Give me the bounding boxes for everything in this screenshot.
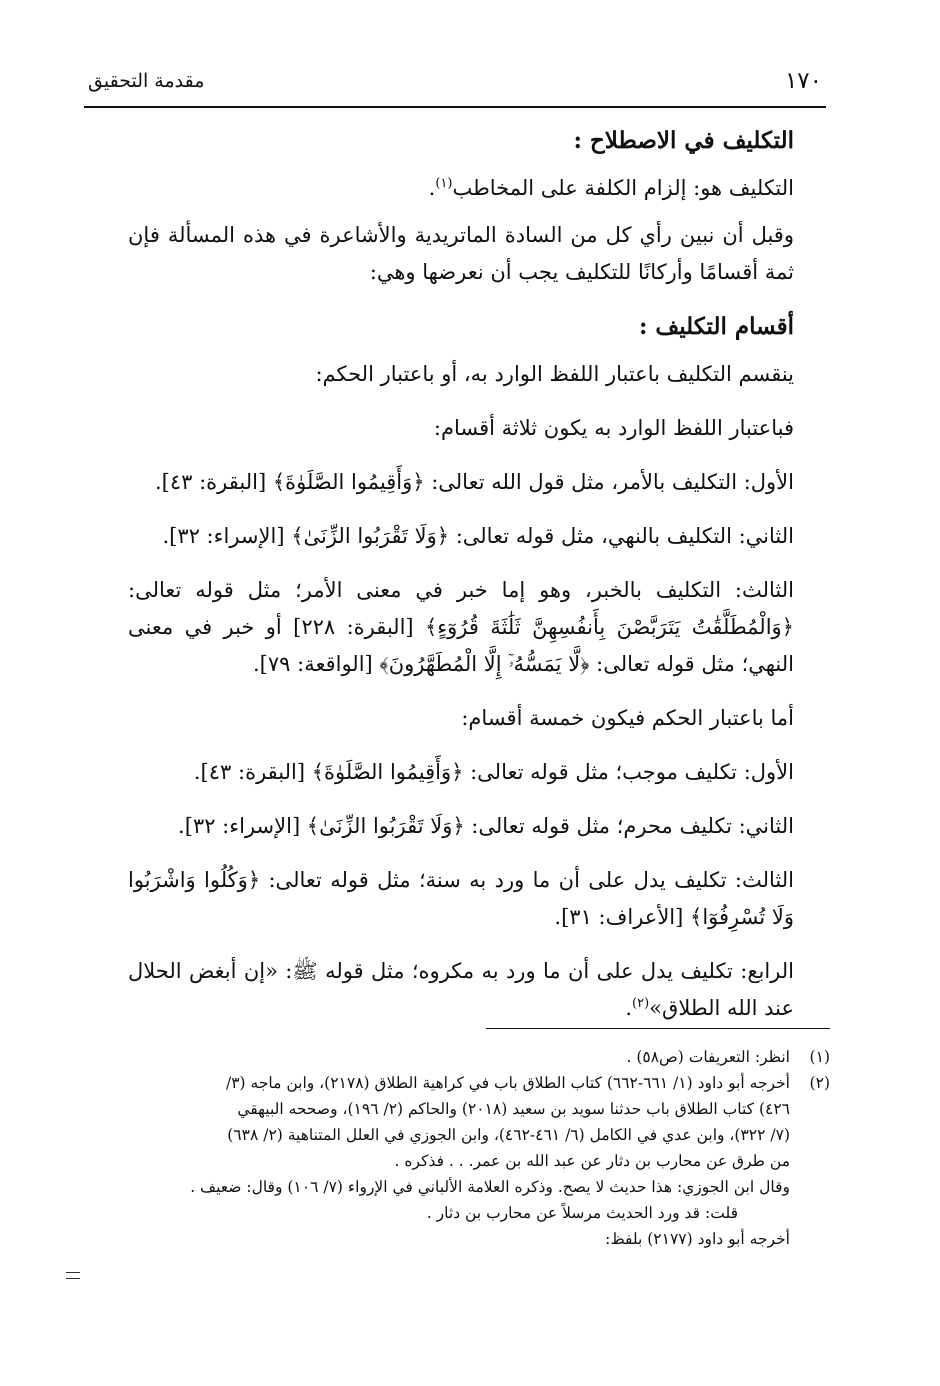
page-number: ١٧٠ [784,68,822,94]
footnote-divider [486,1028,830,1029]
ruling-item-4 [128,953,794,1027]
main-text [128,122,794,1044]
ruling-item-3: الثالث: تكليف يدل على أن ما ورد به سنة؛ مثل قوله تعالى: ﴿وَكُلُوا وَاشْرَبُوا وَلَا تُسْرِفُوٓا﴾ [الأعراف: ٣١]. [128,868,794,929]
wording-item-1: الأول: التكليف بالأمر، مثل قول الله تعالى: ﴿وَأَقِيمُوا الصَّلَوٰةَ﴾ [البقرة: ٤٣]. [154,470,794,494]
heading-divisions: أقسام التكليف : [638,313,794,340]
heading-terminology: التكليف في الاصطلاح : [573,127,794,154]
wording-item-2: الثاني: التكليف بالنهي، مثل قوله تعالى: ﴿وَلَا تَقْرَبُوا الزِّنَىٰ﴾ [الإسراء: ٣٢]. [162,524,794,548]
footnote-2-line-1: أخرجه أبو داود (١/ ٦٦١-٦٦٢) كتاب الطلاق باب في كراهية الطلاق (٢١٧٨)، وابن ماجه (٣/ [225,1074,790,1092]
definition-paragraph [128,170,794,207]
footnote-ref-1: (١) [435,176,453,191]
footnote-1-text: انظر: التعريفات (ص٥٨) . [626,1048,790,1066]
footnote-2-number: (٢) [809,1074,830,1092]
footnote-2 [96,1070,830,1252]
footnote-2-paragraph-3: قلت: قد ورد الحديث مرسلاً عن محارب بن دثار . [426,1204,738,1222]
footnote-1-number: (١) [809,1048,830,1066]
footnote-2-line-4: من طرق عن محارب بن دثار عن عبد الله بن عمر. . . فذكره . [394,1152,790,1170]
wording-item-3: الثالث: التكليف بالخبر، وهو إما خبر في معنى الأمر؛ مثل قوله تعالى: ﴿وَالْمُطَلَّقَٰتُ يَتَرَبَّصْنَ بِأَنفُسِهِنَّ ثَلَٰثَةَ قُرُوٓءٍ﴾ [البقرة: ٢٢٨] أو خبر في معنى النهي؛ مثل قوله تعالى: ﴿لَّا يَمَسُّهُۥٓ إِلَّا الْمُطَهَّرُونَ﴾ [الواقعة: ٧٩]. [128,578,794,676]
footnote-1 [96,1044,830,1070]
ruling-item-1: الأول: تكليف موجب؛ مثل قوله تعالى: ﴿وَأَقِيمُوا الصَّلَوٰةَ﴾ [البقرة: ٤٣]. [193,760,794,784]
footnote-ref-2: (٢) [632,996,650,1011]
division-paragraph: ينقسم التكليف باعتبار اللفظ الوارد به، أو باعتبار الحكم: [315,362,794,386]
intro-paragraph: وقبل أن نبين رأي كل من السادة الماتريدية والأشاعرة في هذه المسألة فإن ثمة أقسامًا وأركانًا للتكليف يجب أن نعرضها وهي: [128,223,794,284]
page-header [84,66,826,108]
margin-mark [66,1272,80,1279]
footnote-2-paragraph-2: وقال ابن الجوزي: هذا حديث لا يصح. وذكره العلامة الألباني في الإرواء (٧/ ١٠٦) وقال: ضعيف . [190,1178,790,1196]
definition-text: التكليف هو: إلزام الكلفة على المخاطب [452,176,794,200]
footnote-2-line-3: (٧/ ٣٢٢)، وابن عدي في الكامل (٦/ ٤٦١-٤٦٢)، وابن الجوزي في العلل المتناهية (٢/ ٦٣٨) [227,1126,790,1144]
definition-end: . [428,176,436,200]
footnotes [96,1044,830,1252]
footnote-2-line-2: ٤٢٦) كتاب الطلاق باب حدثنا سويد بن سعيد (٢٠١٨) والحاكم (٢/ ١٩٦)، وصححه البيهقي [237,1100,790,1118]
ruling-item-4-end: . [625,996,633,1020]
footnote-2-paragraph-4: أخرجه أبو داود (٢١٧٧) بلفظ: [605,1230,790,1248]
ruling-item-4-text: الرابع: تكليف يدل على أن ما ورد به مكروه؛ مثل قوله ﷺ: «إن أبغض الحلال عند الله الطلاق» [128,959,794,1020]
by-ruling-paragraph: أما باعتبار الحكم فيكون خمسة أقسام: [461,706,794,730]
by-wording-paragraph: فباعتبار اللفظ الوارد به يكون ثلاثة أقسام: [433,416,794,440]
running-title: مقدمة التحقيق [88,70,205,92]
ruling-item-2: الثاني: تكليف محرم؛ مثل قوله تعالى: ﴿وَلَا تَقْرَبُوا الزِّنَىٰ﴾ [الإسراء: ٣٢]. [178,814,794,838]
